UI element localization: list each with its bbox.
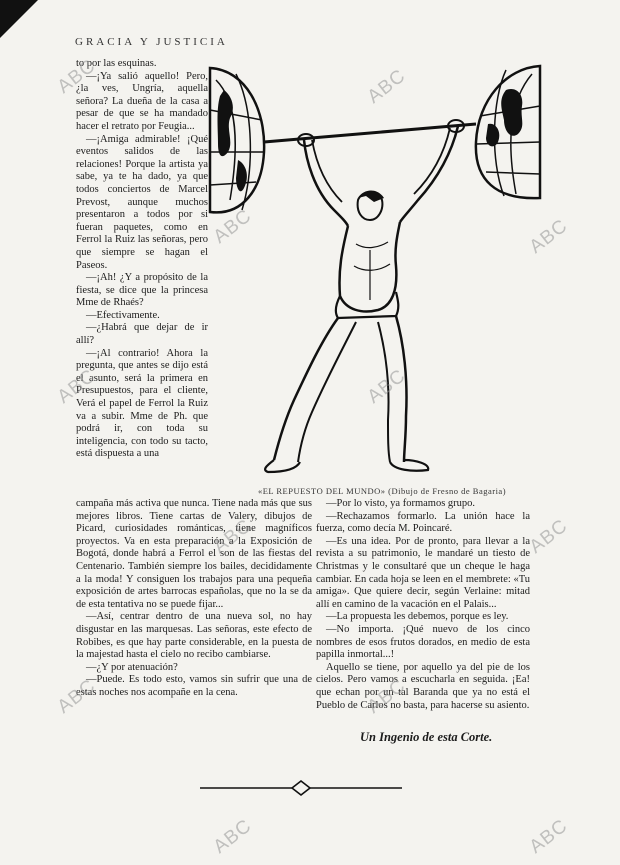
figure-left-leg <box>274 318 338 460</box>
watermark-logo: ABC <box>209 515 256 558</box>
barbell-bar <box>264 124 476 142</box>
illustration-caption: «EL REPUESTO DEL MUNDO» (Dibujo de Fresno de Bagaria) <box>257 486 507 496</box>
watermark-logo: ABC <box>363 65 410 108</box>
paragraph: —Efectivamente. <box>86 309 160 321</box>
watermark-logo: ABC <box>363 675 410 718</box>
paragraph: —Rechazamos formarlo. La unión hace la fuerza, como decía M. Poincaré. <box>316 510 530 535</box>
paragraph: Aquello se tiene, por aquello ya del pie de los cielos. Pero vamos a escucharla en seguida. ¡Ea! que echan por un tal Baranda que ya no está el Pueblo de Carlos no basta, para hacerse su asiento. <box>316 661 530 711</box>
paragraph: —¡Amiga admirable! ¡Qué eventos salidos de las relaciones! Porque la artista ya sabe, ya te ha dado, ya que todos conciertos de Marcel Prevost, aunque muchos presentaron a todos por si fueran paquetes, como en Ferrol la Ruiz las señoras, pero que siempre se hagan el Paseos. <box>76 133 208 271</box>
paragraph: —¡Ya salió aquello! Pero, ¿la ves, Ungría, aquella señora? La dueña de la casa a pesar de que se ha mandado hacer el retrato por Feugia... <box>76 70 208 132</box>
watermark-logo: ABC <box>525 215 572 258</box>
watermark-logo: ABC <box>53 365 100 408</box>
watermark-logo: ABC <box>363 365 410 408</box>
bottom-left-text-column <box>76 498 312 700</box>
paragraph: —Puede. Es todo esto, vamos sin sufrir que una de estas noches nos acompañe en la cena. <box>76 674 312 698</box>
paragraph: —¡Ah! ¿Y a propósito de la fiesta, se dice que la princesa Mme de Rhaés? <box>76 272 208 309</box>
weightlifter-globe-illustration <box>206 60 542 480</box>
watermark-logo: ABC <box>53 55 100 98</box>
watermark-logo: ABC <box>209 815 256 858</box>
paragraph: —¡Al contrario! Ahora la pregunta, que antes se dijo está el asunto, será la primera en Presupuestos, para el cliente, Verá el papel de Ferrol la Ruiz va a subir. Mme de Ph. que podrá ir, con toda su inteligencia, con todo su tacto, está dispuesta a una <box>76 347 208 460</box>
watermark-logo: ABC <box>53 675 100 718</box>
end-ornament <box>196 775 406 801</box>
paragraph: campaña más activa que nunca. Tiene nada más que sus mejores libros. Tiene cartas de Valery, dibujos de Picard, curiosidades románticas, tiene magníficos proyectos. Va en esta preparación a la Exposición de Bogotá, donde habrá a Ferrol el son de las fiestas del Centenario. También siempre los bailes, decididamente a la moda! Y consiguen los trabajos para una pequeña exposición de artes barrocas españolas, que no la se da de esta tentativa no se puede fijar... <box>76 498 312 610</box>
watermark-logo: ABC <box>525 815 572 858</box>
page-corner-mark <box>0 0 38 38</box>
bottom-right-text-column <box>316 498 530 712</box>
author-signature: Un Ingenio de esta Corte. <box>360 730 493 744</box>
paragraph: —Así, centrar dentro de una nueva sol, no hay disgustar en las marquesas. Las señoras, este efecto de Robibes, es que hay parte considerable, en la puesta de la majestad hasta el cielo no recibo cambiarse. <box>76 611 312 661</box>
left-text-column <box>76 58 208 461</box>
paragraph: —No importa. ¡Qué nuevo de los cinco nombres de esos frutos dorados, en medio de esta papilla inmortal...! <box>316 623 530 661</box>
paragraph: to por las esquinas. <box>76 58 157 69</box>
paragraph: —Es una idea. Por de pronto, para llevar a la revista a su patrimonio, le mandaré un tiesto de Christmas y le consultaré que un cheque le haga cambiar. En cada hoja se leen en el membrete: «Tu amiga». Que quiere decir, según Verlaine: mitad allí en camino de la vacación en el Palais... <box>316 535 530 610</box>
watermark-logo: ABC <box>525 515 572 558</box>
watermark-logo: ABC <box>209 205 256 248</box>
paragraph: —Por lo visto, ya formamos grupo. <box>326 498 476 509</box>
paragraph: —¿Habrá que dejar de ir allí? <box>76 322 208 347</box>
paragraph: —¿Y por atenuación? <box>86 661 178 673</box>
paragraph: —La propuesta les debemos, porque es ley. <box>326 611 509 623</box>
running-head: GRACIA Y JUSTICIA <box>75 36 228 48</box>
